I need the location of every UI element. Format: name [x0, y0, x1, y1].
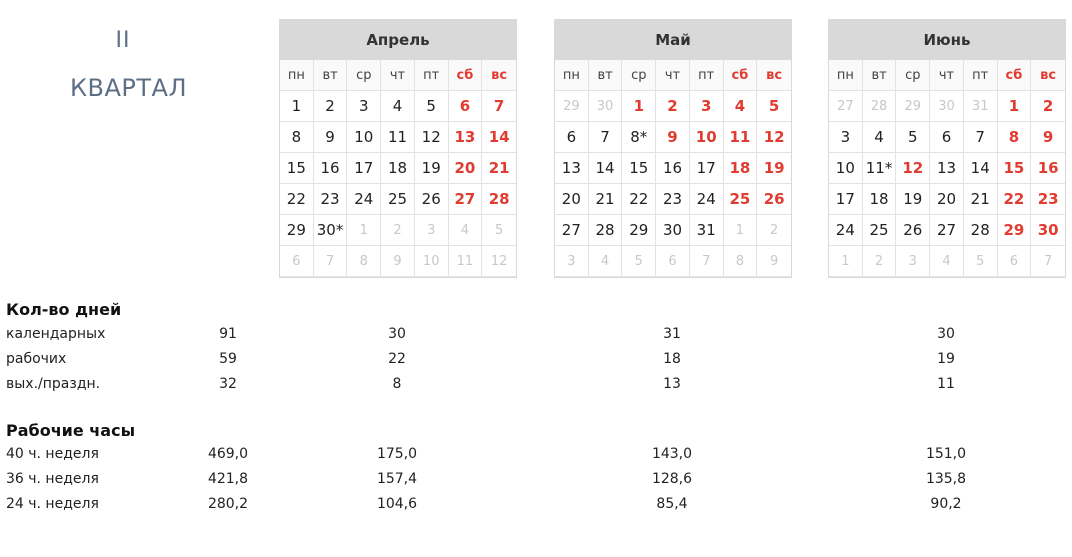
hours-april-value: 175,0	[376, 446, 418, 462]
other-month-day: 12	[482, 246, 516, 277]
other-month-day: 7	[690, 246, 724, 277]
workday: 23	[314, 184, 348, 215]
weekday-header: чт	[930, 60, 964, 91]
workday: 13	[555, 153, 589, 184]
holiday-day: 22	[998, 184, 1032, 215]
holiday-day: 19	[757, 153, 791, 184]
hours-row-label: 36 ч. неделя	[6, 471, 99, 487]
holiday-day: 11	[724, 122, 758, 153]
weekday-header: чт	[656, 60, 690, 91]
holiday-day: 2	[656, 91, 690, 122]
weekday-header: пт	[964, 60, 998, 91]
other-month-day: 5	[964, 246, 998, 277]
days-quarter-value: 32	[219, 376, 237, 392]
workday: 10	[347, 122, 381, 153]
workday: 26	[896, 215, 930, 246]
other-month-day: 10	[415, 246, 449, 277]
workday: 24	[829, 215, 863, 246]
weekday-header: вс	[757, 60, 791, 91]
month-title: Июнь	[829, 20, 1065, 60]
days-row-label: рабочих	[6, 351, 67, 367]
workday: 10	[829, 153, 863, 184]
workday: 16	[656, 153, 690, 184]
other-month-day: 4	[449, 215, 483, 246]
days-quarter-value: 59	[219, 351, 237, 367]
holiday-day: 14	[482, 122, 516, 153]
weekday-header: пн	[829, 60, 863, 91]
holiday-day: 12	[757, 122, 791, 153]
weekday-header: вт	[589, 60, 623, 91]
other-month-day: 2	[863, 246, 897, 277]
workday: 24	[347, 184, 381, 215]
weekday-header: пн	[555, 60, 589, 91]
workday: 15	[622, 153, 656, 184]
other-month-day: 7	[314, 246, 348, 277]
weekday-header: пн	[280, 60, 314, 91]
workday: 21	[589, 184, 623, 215]
days-may-value: 13	[663, 376, 681, 392]
other-month-day: 30	[930, 91, 964, 122]
days-may-value: 18	[663, 351, 681, 367]
holiday-day: 27	[449, 184, 483, 215]
other-month-day: 1	[829, 246, 863, 277]
other-month-day: 5	[622, 246, 656, 277]
holiday-day: 26	[757, 184, 791, 215]
holiday-day: 28	[482, 184, 516, 215]
workday: 7	[964, 122, 998, 153]
hours-june-value: 151,0	[925, 446, 967, 462]
weekday-header: пт	[415, 60, 449, 91]
workday: 3	[347, 91, 381, 122]
workday: 7	[589, 122, 623, 153]
hours-quarter-value: 469,0	[207, 446, 249, 462]
workday: 28	[964, 215, 998, 246]
workday: 5	[896, 122, 930, 153]
other-month-day: 2	[381, 215, 415, 246]
hours-june-value: 90,2	[930, 496, 962, 512]
workday: 22	[622, 184, 656, 215]
holiday-day: 3	[690, 91, 724, 122]
days-grid	[280, 91, 516, 277]
workday: 1	[280, 91, 314, 122]
holiday-day: 30	[1031, 215, 1065, 246]
holiday-day: 8	[998, 122, 1032, 153]
other-month-day: 28	[863, 91, 897, 122]
other-month-day: 4	[930, 246, 964, 277]
other-month-day: 27	[829, 91, 863, 122]
holiday-day: 29	[998, 215, 1032, 246]
holiday-day: 1	[622, 91, 656, 122]
other-month-day: 3	[415, 215, 449, 246]
days-row-label: вых./праздн.	[6, 376, 101, 392]
other-month-day: 4	[589, 246, 623, 277]
other-month-day: 1	[724, 215, 758, 246]
workday: 31	[690, 215, 724, 246]
weekday-header: чт	[381, 60, 415, 91]
hours-row-label: 24 ч. неделя	[6, 496, 99, 512]
month-title: Апрель	[280, 20, 516, 60]
workday: 11*	[863, 153, 897, 184]
holiday-day: 21	[482, 153, 516, 184]
days-june-value: 19	[937, 351, 955, 367]
calendar-june	[828, 19, 1066, 278]
weekday-header: ср	[347, 60, 381, 91]
weekday-header: вс	[482, 60, 516, 91]
other-month-day: 29	[896, 91, 930, 122]
holiday-day: 6	[449, 91, 483, 122]
days-grid	[555, 91, 791, 277]
workday: 2	[314, 91, 348, 122]
weekday-header: вс	[1031, 60, 1065, 91]
workday: 17	[347, 153, 381, 184]
hours-april-value: 157,4	[376, 471, 418, 487]
workday: 22	[280, 184, 314, 215]
other-month-day: 8	[347, 246, 381, 277]
workday: 16	[314, 153, 348, 184]
workday: 25	[381, 184, 415, 215]
weekday-header: сб	[449, 60, 483, 91]
holiday-day: 18	[724, 153, 758, 184]
holiday-day: 23	[1031, 184, 1065, 215]
workday: 29	[280, 215, 314, 246]
other-month-day: 5	[482, 215, 516, 246]
workday: 23	[656, 184, 690, 215]
days-quarter-value: 91	[219, 326, 237, 342]
days-april-value: 22	[388, 351, 406, 367]
calendar-may	[554, 19, 792, 278]
other-month-day: 9	[757, 246, 791, 277]
holiday-day: 1	[998, 91, 1032, 122]
quarter-label: КВАРТАЛ	[70, 74, 188, 102]
other-month-day: 7	[1031, 246, 1065, 277]
weekday-header: вт	[314, 60, 348, 91]
workday: 4	[863, 122, 897, 153]
other-month-day: 3	[896, 246, 930, 277]
other-month-day: 6	[998, 246, 1032, 277]
workday: 20	[930, 184, 964, 215]
other-month-day: 30	[589, 91, 623, 122]
workday: 12	[415, 122, 449, 153]
days-june-value: 11	[937, 376, 955, 392]
weekday-header: ср	[896, 60, 930, 91]
other-month-day: 3	[555, 246, 589, 277]
holiday-day: 7	[482, 91, 516, 122]
workday: 4	[381, 91, 415, 122]
workday: 14	[964, 153, 998, 184]
days-april-value: 8	[392, 376, 402, 392]
workday: 18	[381, 153, 415, 184]
holiday-day: 2	[1031, 91, 1065, 122]
workday: 19	[415, 153, 449, 184]
workday: 26	[415, 184, 449, 215]
other-month-day: 31	[964, 91, 998, 122]
weekday-header: вт	[863, 60, 897, 91]
weekday-header-row	[555, 60, 791, 91]
workday: 17	[829, 184, 863, 215]
workday: 5	[415, 91, 449, 122]
days-grid	[829, 91, 1065, 277]
days-april-value: 30	[388, 326, 406, 342]
workday: 29	[622, 215, 656, 246]
weekday-header: пт	[690, 60, 724, 91]
quarter-number: II	[115, 28, 131, 53]
workday: 13	[930, 153, 964, 184]
workday: 8	[280, 122, 314, 153]
other-month-day: 6	[656, 246, 690, 277]
other-month-day: 1	[347, 215, 381, 246]
hours-may-value: 143,0	[651, 446, 693, 462]
holiday-day: 16	[1031, 153, 1065, 184]
hours-section-title: Рабочие часы	[6, 421, 136, 440]
workday: 30	[656, 215, 690, 246]
holiday-day: 9	[1031, 122, 1065, 153]
month-title: Май	[555, 20, 791, 60]
holiday-day: 5	[757, 91, 791, 122]
workday: 3	[829, 122, 863, 153]
workday: 25	[863, 215, 897, 246]
calendar-april	[279, 19, 517, 278]
other-month-day: 6	[280, 246, 314, 277]
other-month-day: 8	[724, 246, 758, 277]
workday: 27	[930, 215, 964, 246]
workday: 28	[589, 215, 623, 246]
workday: 24	[690, 184, 724, 215]
workday: 15	[280, 153, 314, 184]
other-month-day: 29	[555, 91, 589, 122]
workday: 14	[589, 153, 623, 184]
holiday-day: 15	[998, 153, 1032, 184]
hours-row-label: 40 ч. неделя	[6, 446, 99, 462]
hours-april-value: 104,6	[376, 496, 418, 512]
days-june-value: 30	[937, 326, 955, 342]
holiday-day: 20	[449, 153, 483, 184]
holiday-day: 25	[724, 184, 758, 215]
weekday-header-row	[280, 60, 516, 91]
workday: 21	[964, 184, 998, 215]
holiday-day: 12	[896, 153, 930, 184]
other-month-day: 9	[381, 246, 415, 277]
hours-quarter-value: 280,2	[207, 496, 249, 512]
hours-may-value: 85,4	[656, 496, 688, 512]
hours-may-value: 128,6	[651, 471, 693, 487]
weekday-header: сб	[998, 60, 1032, 91]
workday: 11	[381, 122, 415, 153]
holiday-day: 4	[724, 91, 758, 122]
weekday-header-row	[829, 60, 1065, 91]
days-row-label: календарных	[6, 326, 106, 342]
other-month-day: 2	[757, 215, 791, 246]
workday: 17	[690, 153, 724, 184]
weekday-header: сб	[724, 60, 758, 91]
holiday-day: 10	[690, 122, 724, 153]
workday: 9	[314, 122, 348, 153]
workday: 6	[555, 122, 589, 153]
workday: 19	[896, 184, 930, 215]
workday: 6	[930, 122, 964, 153]
workday: 20	[555, 184, 589, 215]
weekday-header: ср	[622, 60, 656, 91]
workday: 30*	[314, 215, 348, 246]
holiday-day: 13	[449, 122, 483, 153]
hours-quarter-value: 421,8	[207, 471, 249, 487]
workday: 8*	[622, 122, 656, 153]
other-month-day: 11	[449, 246, 483, 277]
days-section-title: Кол-во дней	[6, 300, 122, 319]
holiday-day: 9	[656, 122, 690, 153]
workday: 18	[863, 184, 897, 215]
hours-june-value: 135,8	[925, 471, 967, 487]
days-may-value: 31	[663, 326, 681, 342]
workday: 27	[555, 215, 589, 246]
